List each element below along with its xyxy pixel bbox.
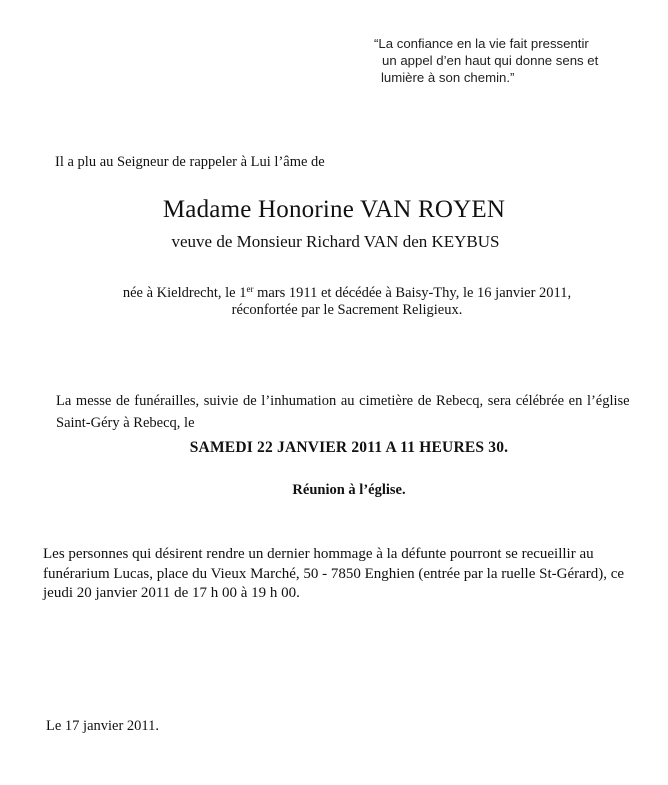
epigraph-quote bbox=[374, 35, 614, 86]
quote-line-1: “La confiance en la vie fait pressentir bbox=[374, 36, 589, 51]
birth-text-start: née à Kieldrecht, le 1 bbox=[122, 285, 247, 301]
tribute-paragraph bbox=[43, 545, 633, 604]
tribute-line-1: Les personnes qui désirent rendre un dernier hommage à la défunte pourront se recueillir au bbox=[43, 546, 594, 562]
sign-date: Le 17 janvier 2011. bbox=[46, 718, 160, 734]
widow-of-line: veuve de Monsieur Richard VAN den KEYBUS bbox=[171, 232, 500, 251]
quote-line-2: un appel d’en haut qui donne sens et bbox=[382, 53, 599, 68]
birth-text-end: mars 1911 et décédée à Baisy-Thy, le 16 janvier 2011, bbox=[253, 285, 572, 301]
tribute-line-2: funérarium Lucas, place du Vieux Marché, 50 - 7850 Enghien (entrée par la ruelle St-Gérard), ce bbox=[43, 565, 625, 582]
birth-death-line bbox=[0, 284, 668, 302]
deceased-name: Madame Honorine VAN ROYEN bbox=[162, 196, 506, 223]
quote-line-3: lumière à son chemin.” bbox=[381, 70, 515, 85]
funeral-date: SAMEDI 22 JANVIER 2011 A 11 HEURES 30. bbox=[189, 439, 509, 456]
tribute-line-3: jeudi 20 janvier 2011 de 17 h 00 à 19 h 00. bbox=[43, 585, 300, 601]
intro-text: Il a plu au Seigneur de rappeler à Lui l’âme de bbox=[55, 154, 325, 170]
funeral-line-2: Saint-Géry à Rebecq, le bbox=[56, 415, 195, 431]
ordinal-superscript: er bbox=[246, 284, 254, 294]
reunion-note: Réunion à l’église. bbox=[292, 482, 406, 498]
funeral-line-1: La messe de funérailles, suivie de l’inhumation au cimetière de Rebecq, sera célébrée en l’église bbox=[56, 393, 630, 409]
sacrament-line: réconfortée par le Sacrement Religieux. bbox=[231, 302, 463, 318]
